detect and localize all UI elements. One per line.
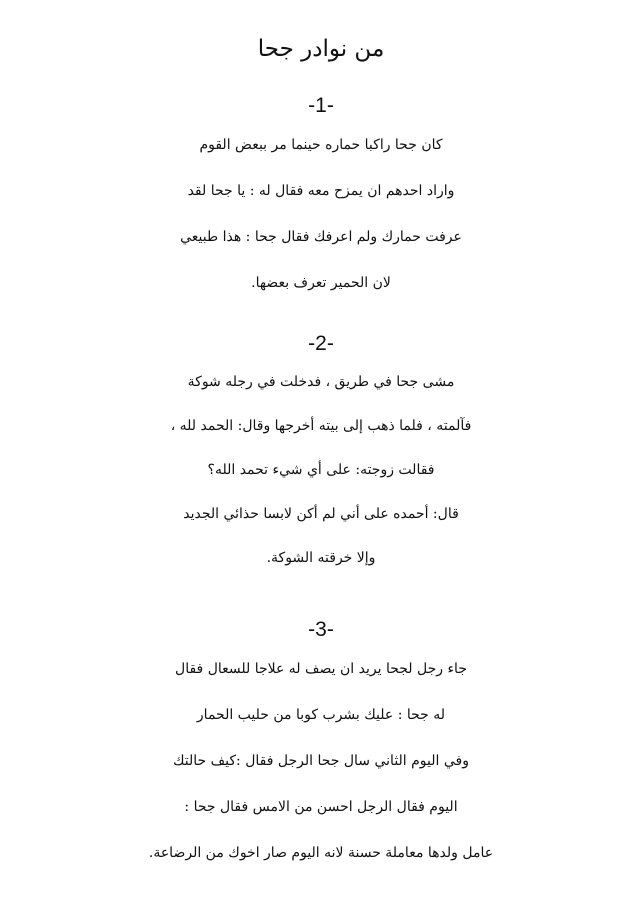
story-line: قال: أحمده على أني لم أكن لابسا حذائي الجديد <box>183 506 459 522</box>
story-line: مشى جحا في طريق ، فدخلت في رجله شوكة <box>187 374 455 390</box>
story-line: فقالت زوجته: على أي شيء تحمد الله؟ <box>207 462 435 478</box>
story-line: واراد احدهم ان يمزح معه فقال له : يا جحا لقد <box>187 183 455 199</box>
story-line: جاء رجل لجحا يريد ان يصف له علاجا للسعال فقال <box>175 661 467 677</box>
document-title: من نوادر جحا <box>257 36 385 62</box>
story-2 <box>0 328 642 580</box>
story-number: -3- <box>308 618 334 641</box>
story-line: عامل ولدها معاملة حسنة لانه اليوم صار اخوك من الرضاعة. <box>148 845 494 861</box>
story-1 <box>0 90 642 306</box>
story-line: كان جحا راكبا حماره حينما مر ببعض القوم <box>199 137 443 153</box>
story-line: له جحا : عليك بشرب كوبا من حليب الحمار <box>196 707 446 723</box>
story-line: وإلا خرقته الشوكة. <box>266 550 376 566</box>
story-number: -2- <box>308 332 334 355</box>
story-line: عرفت حمارك ولم اعرفك فقال جحا : هذا طبيعي <box>180 229 462 245</box>
story-line: اليوم فقال الرجل احسن من الامس فقال جحا : <box>184 799 458 815</box>
story-line: فآلمته ، فلما ذهب إلى بيته أخرجها وقال: الحمد لله ، <box>170 418 472 434</box>
story-number: -1- <box>308 94 334 117</box>
story-3 <box>0 614 642 876</box>
story-line: لان الحمير تعرف بعضها. <box>251 275 391 291</box>
story-line: وفي اليوم الثاني سال جحا الرجل فقال :كيف حالتك <box>173 753 469 769</box>
